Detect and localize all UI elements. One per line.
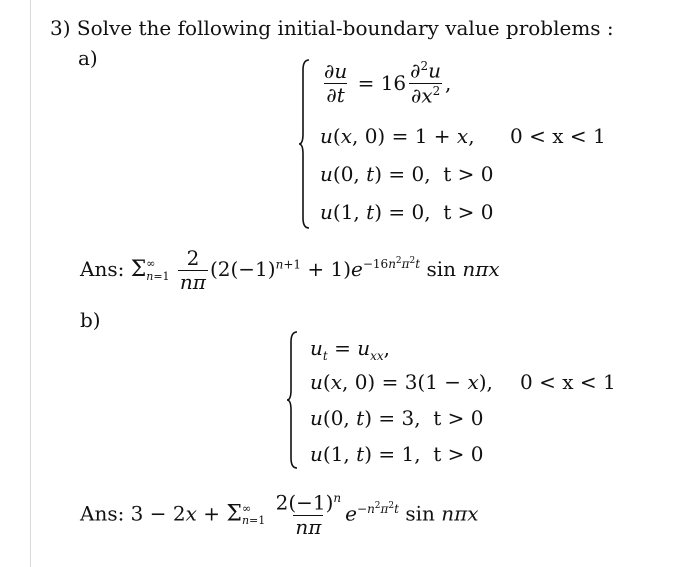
ic-domain-a: 0 < x < 1	[510, 124, 606, 148]
pde-b: $u_t = u_{xx}$,	[310, 336, 390, 363]
problem-header: 3) Solve the following initial-boundary value problems :	[50, 16, 614, 40]
ic-domain-b: 0 < x < 1	[520, 370, 616, 394]
bc-right-time-b: t > 0	[433, 442, 484, 466]
boundary-right-a: u(1, t) = 0, t > 0	[320, 200, 494, 224]
system-brace-b	[286, 330, 298, 470]
answer-a: Ans: Σ ∞ n=1 $\frac{2}{n\pi}$ $(2(-1)^{n+1} + 1)e^{-16n^2\pi^2t}$ sin nπx	[80, 246, 500, 294]
initial-condition-a: u(x, 0) = 1 + x,	[320, 124, 475, 148]
boundary-right-b: u(1, t) = 1, t > 0	[310, 442, 484, 466]
part-b-label: b)	[80, 308, 101, 332]
boundary-left-a: u(0, t) = 0, t > 0	[320, 162, 494, 186]
answer-label-b: Ans:	[80, 501, 125, 526]
initial-condition-b: u(x, 0) = 3(1 − x),	[310, 370, 493, 394]
answer-label-a: Ans:	[80, 257, 125, 281]
part-a-label: a)	[78, 46, 98, 70]
bc-left-time-b: t > 0	[433, 406, 484, 430]
pde-a: $\frac{\partial u}{\partial t}$ = 16 $\frac{\partial^2u}{\partial x^2}$ ,	[324, 58, 452, 108]
answer-b: Ans: 3 − 2x + Σ ∞ n=1 $\frac{2(-1)^n}{n\pi}$ $e^{-n^2\pi^2t}$ sin nπx	[80, 490, 479, 539]
system-brace-a	[298, 58, 310, 230]
bc-left-time-a: t > 0	[443, 162, 494, 186]
boundary-left-b: u(0, t) = 3, t > 0	[310, 406, 484, 430]
bc-right-time-a: t > 0	[443, 200, 494, 224]
page-edge-line	[30, 0, 31, 567]
